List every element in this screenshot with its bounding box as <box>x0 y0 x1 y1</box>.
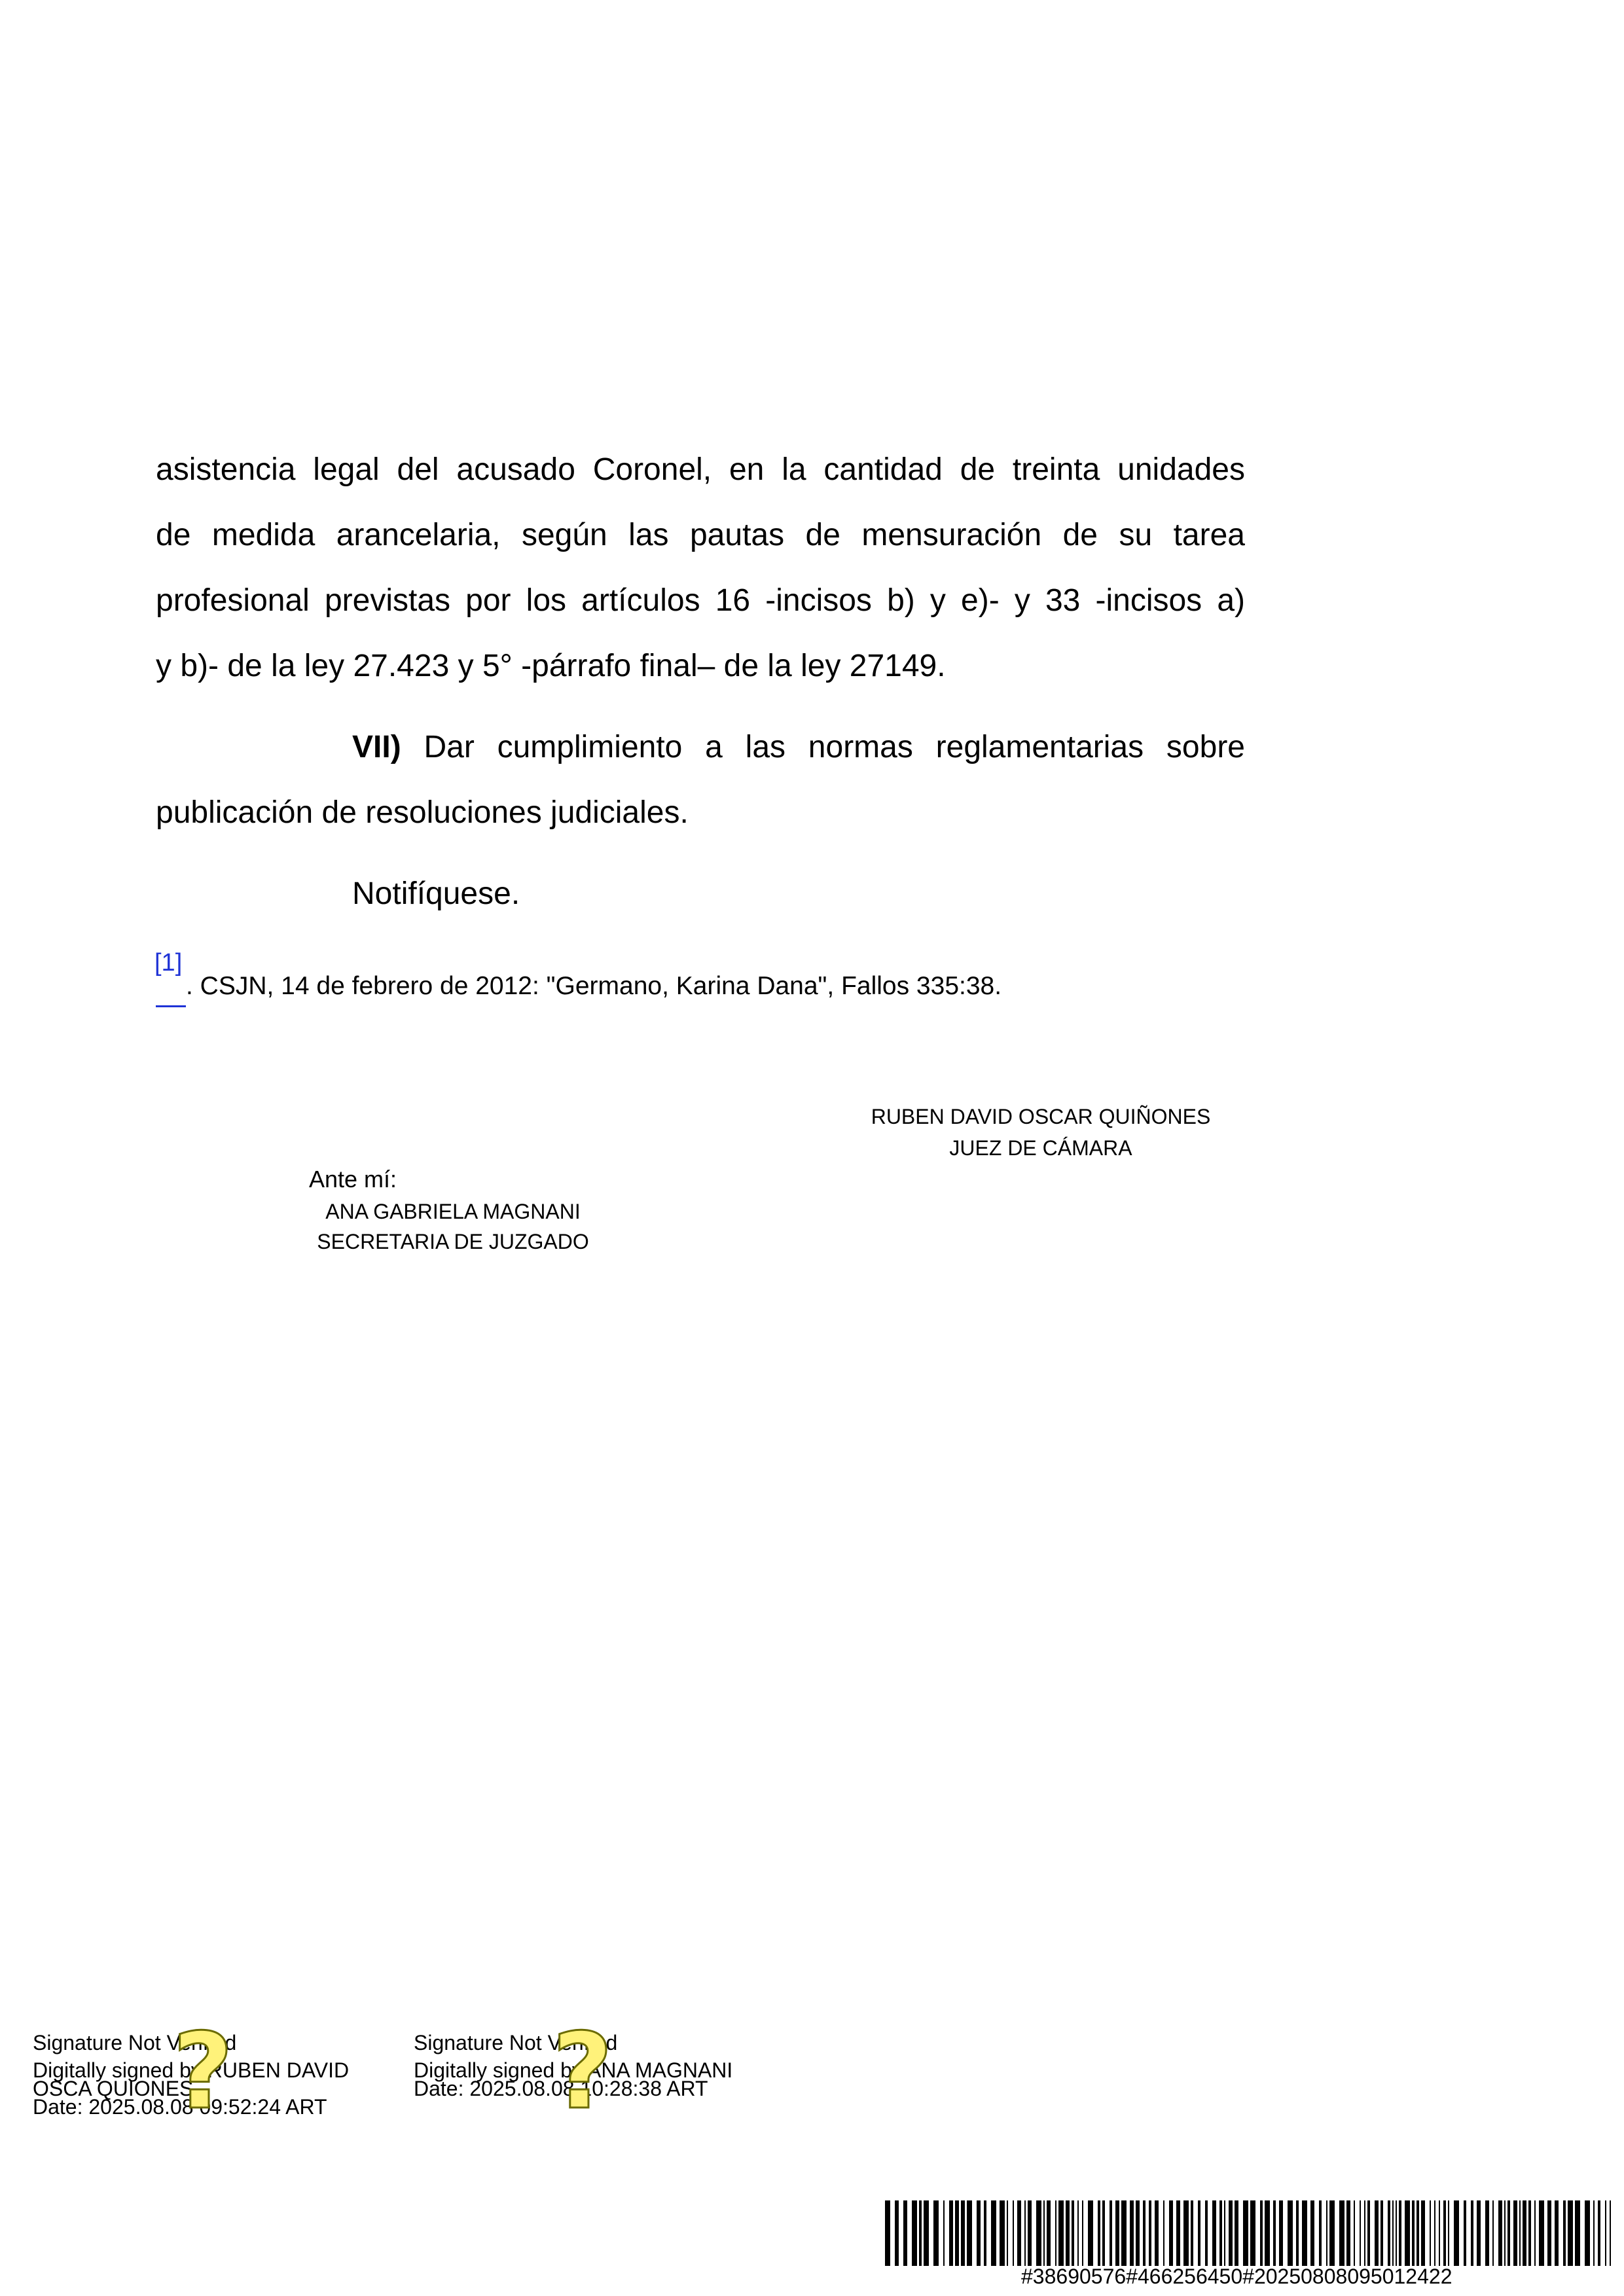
barcode-bar <box>1354 2200 1355 2266</box>
barcode-bar <box>1102 2200 1105 2266</box>
barcode-bar <box>1519 2200 1521 2266</box>
barcode-bar <box>977 2200 981 2266</box>
barcode-image <box>885 2200 1613 2266</box>
barcode-bar <box>1136 2200 1140 2266</box>
barcode-bar <box>1288 2200 1293 2266</box>
barcode-bar <box>1155 2200 1159 2266</box>
barcode-bar <box>1430 2200 1431 2266</box>
barcode-bar <box>1443 2200 1446 2266</box>
barcode-bar <box>1507 2200 1510 2266</box>
footnote-text: . CSJN, 14 de febrero de 2012: "Germano, Karina Dana", Fallos 335:38. <box>186 972 1002 1000</box>
barcode-bar <box>1605 2200 1606 2266</box>
signature-status: Signature Not Verified <box>414 2031 618 2054</box>
barcode-bar <box>1055 2200 1056 2266</box>
barcode-bar <box>1007 2200 1008 2266</box>
barcode-bar <box>1555 2200 1559 2266</box>
barcode-bar <box>943 2200 945 2266</box>
barcode-bar <box>1115 2200 1119 2266</box>
barcode-bar <box>984 2200 986 2266</box>
barcode-bar <box>1585 2200 1590 2266</box>
svg-text:?: ? <box>552 2010 613 2121</box>
signature-not-verified-icon <box>167 2009 239 2121</box>
barcode-bar <box>1326 2200 1327 2266</box>
barcode-bar <box>1504 2200 1506 2266</box>
barcode-bar <box>1547 2200 1551 2266</box>
barcode-bar <box>1375 2200 1379 2266</box>
barcode-bar <box>1380 2200 1383 2266</box>
barcode-bar <box>1405 2200 1410 2266</box>
barcode-bar <box>903 2200 907 2266</box>
barcode-bar <box>1598 2200 1600 2266</box>
signature-signed-by-cont: OSCA QUIONES <box>33 2077 194 2100</box>
barcode-bar <box>1169 2200 1173 2266</box>
barcode-bar <box>1329 2200 1335 2266</box>
barcode-bar <box>1043 2200 1045 2266</box>
barcode-bar <box>1198 2200 1200 2266</box>
secretary-signature-block <box>309 1196 597 1257</box>
barcode-bar <box>1439 2200 1440 2266</box>
barcode-bar <box>1265 2200 1270 2266</box>
barcode-bar <box>1243 2200 1248 2266</box>
barcode-bar <box>933 2200 939 2266</box>
barcode-bar <box>1454 2200 1459 2266</box>
signature-date: Date: 2025.08.08 09:52:24 ART <box>33 2095 327 2119</box>
barcode-bar <box>1396 2200 1397 2266</box>
point-vii-text: Dar cumplimiento a las normas reglamentarias sobre <box>401 730 1245 764</box>
barcode-bar <box>967 2200 972 2266</box>
barcode-code: #38690576#466256450#20250808095012422 <box>1021 2265 1453 2288</box>
barcode-bar <box>1610 2200 1611 2266</box>
barcode-bar <box>1036 2200 1041 2266</box>
signature-date: Date: 2025.08.08 10:28:38 ART <box>414 2077 708 2100</box>
barcode-bar <box>1498 2200 1502 2266</box>
body-line-1: asistencia legal del acusado Coronel, en la cantidad de treinta unidades <box>156 452 1245 487</box>
closing-notifiquese: Notifíquese. <box>352 876 520 911</box>
barcode-bar <box>1066 2200 1070 2266</box>
signature-status: Signature Not Verified <box>33 2031 237 2054</box>
barcode-bar <box>1464 2200 1466 2266</box>
secretary-name: ANA GABRIELA MAGNANI <box>325 1200 581 1223</box>
barcode-bar <box>1058 2200 1064 2266</box>
point-vii-line-1 <box>352 715 1245 780</box>
barcode-bar <box>1098 2200 1100 2266</box>
barcode-bar <box>1513 2200 1517 2266</box>
barcode-bar <box>1250 2200 1255 2266</box>
barcode-bar <box>1205 2200 1208 2266</box>
footnote-ref-link[interactable]: [1] <box>154 949 183 977</box>
barcode-bar <box>1367 2200 1370 2266</box>
barcode-bar <box>1235 2200 1238 2266</box>
barcode-bar <box>1319 2200 1322 2266</box>
body-line-3: profesional previstas por los artículos 16 -incisos b) y e)- y 33 -incisos a) <box>156 583 1245 618</box>
signature-signed-by: Digitally signed by RUBEN DAVID <box>33 2058 350 2082</box>
barcode-bar <box>1399 2200 1401 2266</box>
barcode-bar <box>1310 2200 1314 2266</box>
barcode-bar <box>1219 2200 1222 2266</box>
barcode-bar <box>1082 2200 1083 2266</box>
barcode-bar <box>1130 2200 1134 2266</box>
barcode-bar <box>1563 2200 1566 2266</box>
barcode-bar <box>1471 2200 1473 2266</box>
barcode-bar <box>1416 2200 1419 2266</box>
barcode-bar <box>1163 2200 1164 2266</box>
barcode-bar <box>1568 2200 1573 2266</box>
barcode-bar <box>1224 2200 1225 2266</box>
barcode-bar <box>1013 2200 1014 2266</box>
barcode-bar <box>1539 2200 1544 2266</box>
signature-signed-by: Digitally signed by ANA MAGNANI <box>414 2058 733 2082</box>
barcode-bar <box>1346 2200 1350 2266</box>
barcode-bar <box>1047 2200 1051 2266</box>
barcode-bar <box>949 2200 953 2266</box>
barcode-bar <box>1339 2200 1344 2266</box>
barcode-bar <box>1077 2200 1079 2266</box>
signature-not-verified-icon <box>547 2009 619 2121</box>
barcode-bar <box>1392 2200 1394 2266</box>
barcode-bar <box>1212 2200 1216 2266</box>
body-line-4: y b)- de la ley 27.423 y 5° -párrafo final– de la ley 27149. <box>156 649 946 683</box>
judge-name: RUBEN DAVID OSCAR QUIÑONES <box>871 1105 1211 1128</box>
barcode-bar <box>1360 2200 1361 2266</box>
barcode-bar <box>1534 2200 1536 2266</box>
barcode-bar <box>1229 2200 1233 2266</box>
barcode-bar <box>1485 2200 1489 2266</box>
judge-signature-block <box>844 1101 1237 1164</box>
secretary-before: Ante mí: <box>309 1166 397 1193</box>
barcode-bar <box>1183 2200 1189 2266</box>
barcode-bar <box>1121 2200 1127 2266</box>
barcode-bar <box>919 2200 922 2266</box>
barcode-bar <box>1279 2200 1283 2266</box>
barcode-bar <box>1477 2200 1481 2266</box>
barcode-bar <box>1000 2200 1005 2266</box>
barcode-bar <box>1110 2200 1112 2266</box>
barcode-bar <box>1523 2200 1526 2266</box>
barcode-bar <box>991 2200 996 2266</box>
point-vii-label: VII) <box>352 730 401 764</box>
barcode-bar <box>961 2200 965 2266</box>
barcode-bar <box>1072 2200 1074 2266</box>
barcode-bar <box>1364 2200 1365 2266</box>
judge-title: JUEZ DE CÁMARA <box>949 1136 1132 1160</box>
barcode-bar <box>924 2200 929 2266</box>
barcode-bar <box>1028 2200 1032 2266</box>
barcode-bar <box>1176 2200 1180 2266</box>
barcode-bar <box>1575 2200 1580 2266</box>
barcode-bar <box>1149 2200 1151 2266</box>
barcode-bar <box>1448 2200 1449 2266</box>
body-line-2: de medida arancelaria, según las pautas de mensuración de su tarea <box>156 518 1245 552</box>
point-vii-line-2: publicación de resoluciones judiciales. <box>156 795 689 830</box>
barcode-bar <box>1593 2200 1595 2266</box>
barcode-bar <box>1260 2200 1263 2266</box>
barcode-bar <box>1492 2200 1494 2266</box>
barcode-bar <box>1434 2200 1435 2266</box>
barcode-bar <box>1024 2200 1026 2266</box>
barcode-bar <box>1528 2200 1531 2266</box>
barcode-bar <box>1412 2200 1415 2266</box>
barcode-bar <box>955 2200 959 2266</box>
secretary-title: SECRETARIA DE JUZGADO <box>317 1230 589 1253</box>
barcode-bar <box>1191 2200 1193 2266</box>
barcode-bar <box>1088 2200 1093 2266</box>
barcode-bar <box>1017 2200 1021 2266</box>
barcode-bar <box>1388 2200 1390 2266</box>
footnote-link-underline[interactable] <box>156 1005 186 1007</box>
barcode-bar <box>1296 2200 1299 2266</box>
barcode-bar <box>885 2200 890 2266</box>
barcode-bar <box>895 2200 899 2266</box>
barcode-bar <box>1143 2200 1146 2266</box>
barcode-bar <box>912 2200 917 2266</box>
barcode-bar <box>1302 2200 1307 2266</box>
barcode-bar <box>1273 2200 1276 2266</box>
svg-text:?: ? <box>172 2010 234 2121</box>
barcode-bar <box>1421 2200 1425 2266</box>
